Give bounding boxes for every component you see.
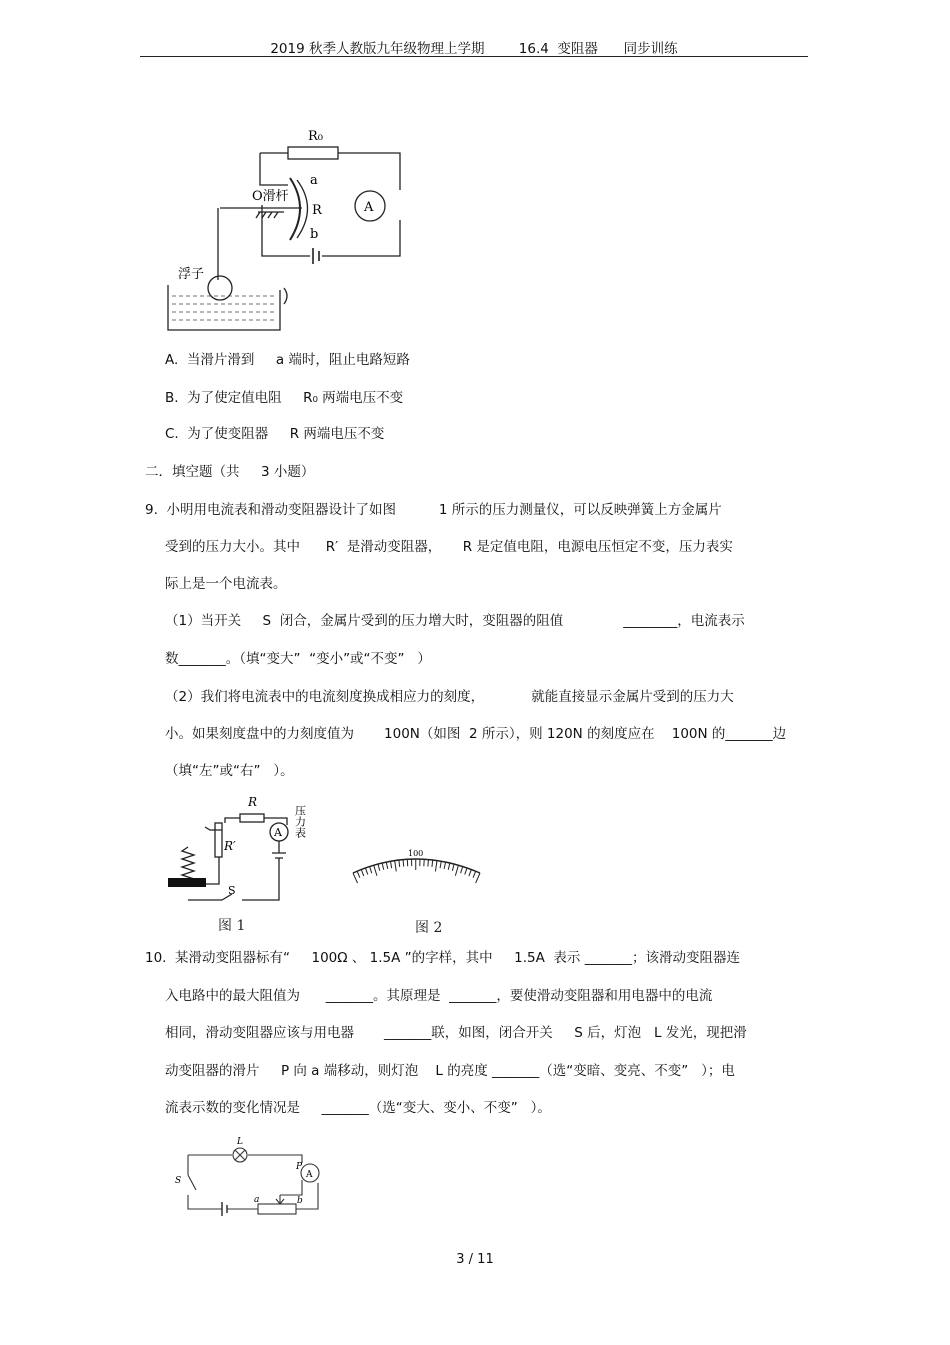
dial-tick: [353, 873, 358, 883]
fig1-caption: 图 1: [218, 918, 246, 934]
fig1-label-rprime: R′: [224, 839, 236, 853]
fig1-ammeter-symbol: A: [274, 826, 282, 839]
fig2-caption: 图 2: [415, 920, 443, 936]
header-rule: [140, 56, 808, 57]
dial-tick: [399, 860, 400, 867]
q10-label-a: a: [254, 1195, 260, 1205]
q9-line: （1）当开关 S 闭合，金属片受到的压力增大时，变阻器的阻值 ________，电流表示: [165, 613, 745, 629]
q10-ammeter-symbol: A: [306, 1170, 313, 1180]
ammeter-symbol: A: [364, 200, 374, 215]
q10-label-p: P: [296, 1162, 303, 1172]
dial-tick: [469, 870, 471, 877]
q9-line: 受到的压力大小。其中 R′ 是滑动变阻器， R 是定值电阻，电源电压恒定不变，压力表实: [165, 539, 733, 555]
dial-tick: [395, 861, 397, 872]
section-heading: 二．填空题（共 3 小题）: [145, 464, 315, 480]
dial-tick: [461, 867, 463, 874]
label-r0: R₀: [308, 129, 323, 144]
fig1-label-s: S: [228, 884, 236, 897]
float-gauge-figure: [160, 120, 420, 335]
dial-tick: [428, 860, 429, 867]
q9-line: （填“左”或“右” ）。: [165, 763, 294, 779]
q9-line: 小。如果刻度盘中的力刻度值为 100N（如图 2 所示），则 120N 的刻度应在 100N 的_______边: [165, 726, 787, 742]
dial-tick: [361, 870, 364, 877]
fig1-gauge-label: 压力表: [293, 805, 307, 838]
label-a: a: [310, 173, 318, 188]
q9-line: （2）我们将电流表中的电流刻度换成相应力的刻度， 就能直接显示金属片受到的压力大: [165, 689, 734, 705]
pressure-meter-figure-1: [160, 790, 320, 940]
option-c: C. 为了使变阻器 R 两端电压不变: [165, 426, 385, 442]
label-b: b: [310, 227, 319, 242]
dial-tick: [444, 862, 445, 869]
dial-tick: [378, 864, 380, 871]
page-header: 2019 秋季人教版九年级物理上学期 16.4 变阻器 同步训练: [270, 41, 678, 57]
dial-tick-label: 100: [408, 849, 424, 858]
pressure-dial-figure-2: [345, 835, 495, 940]
dial-tick: [452, 864, 454, 871]
dial-tick: [365, 868, 367, 875]
q10-label-l: L: [237, 1137, 243, 1147]
q9-line: 9. 小明用电流表和滑动变阻器设计了如图 1 所示的压力测量仪，可以反映弹簧上方金属片: [145, 502, 722, 518]
q10-line: 入电路中的最大阻值为 _______。其原理是 _______，要使滑动变阻器和用电器中的电流: [165, 988, 713, 1004]
dial-tick: [386, 862, 387, 869]
dial-tick: [455, 865, 458, 876]
dial-tick: [440, 861, 441, 868]
q9-line: 际上是一个电流表。: [165, 576, 287, 592]
q10-label-b: b: [297, 1196, 303, 1206]
option-b: B. 为了使定值电阻 R₀ 两端电压不变: [165, 390, 404, 406]
q10-line: 流表示数的变化情况是 _______（选“变大、变小、不变” ）。: [165, 1100, 551, 1116]
dial-tick: [370, 867, 372, 874]
q10-line: 动变阻器的滑片 P 向 a 端移动，则灯泡 L 的亮度 _______（选“变暗、变亮、不变” ）；电: [165, 1063, 735, 1079]
option-a: A. 当滑片滑到 a 端时，阻止电路短路: [165, 352, 410, 368]
dial-tick: [390, 861, 391, 868]
q10-label-s: S: [175, 1176, 182, 1186]
fig1-label-r: R: [248, 795, 258, 809]
dial-tick: [403, 860, 404, 867]
q9-line: 数_______。（填“变大” “变小”或“不变” ）: [165, 651, 431, 667]
dial-tick: [374, 865, 377, 876]
q10-line: 相同，滑动变阻器应该与用电器 _______联，如图，闭合开关 S 后，灯泡 L 发光，现把滑: [165, 1025, 747, 1041]
page-number: 3 / 11: [456, 1252, 494, 1267]
label-o-lever: O滑杆: [252, 189, 289, 204]
dial-tick: [432, 860, 433, 867]
q10-line: 10. 某滑动变阻器标有“ 100Ω 、 1.5A ”的字样，其中 1.5A 表示 _______；该滑动变阻器连: [145, 950, 740, 966]
label-float: 浮子: [178, 267, 205, 282]
dial-tick: [473, 871, 476, 877]
label-r: R: [312, 203, 322, 218]
q10-circuit-figure: [170, 1135, 340, 1220]
dial-tick: [476, 873, 480, 883]
dial-tick: [357, 871, 360, 877]
dial-tick: [465, 868, 467, 875]
dial-tick: [448, 863, 450, 870]
dial-tick: [382, 863, 384, 870]
dial-tick: [435, 861, 437, 872]
